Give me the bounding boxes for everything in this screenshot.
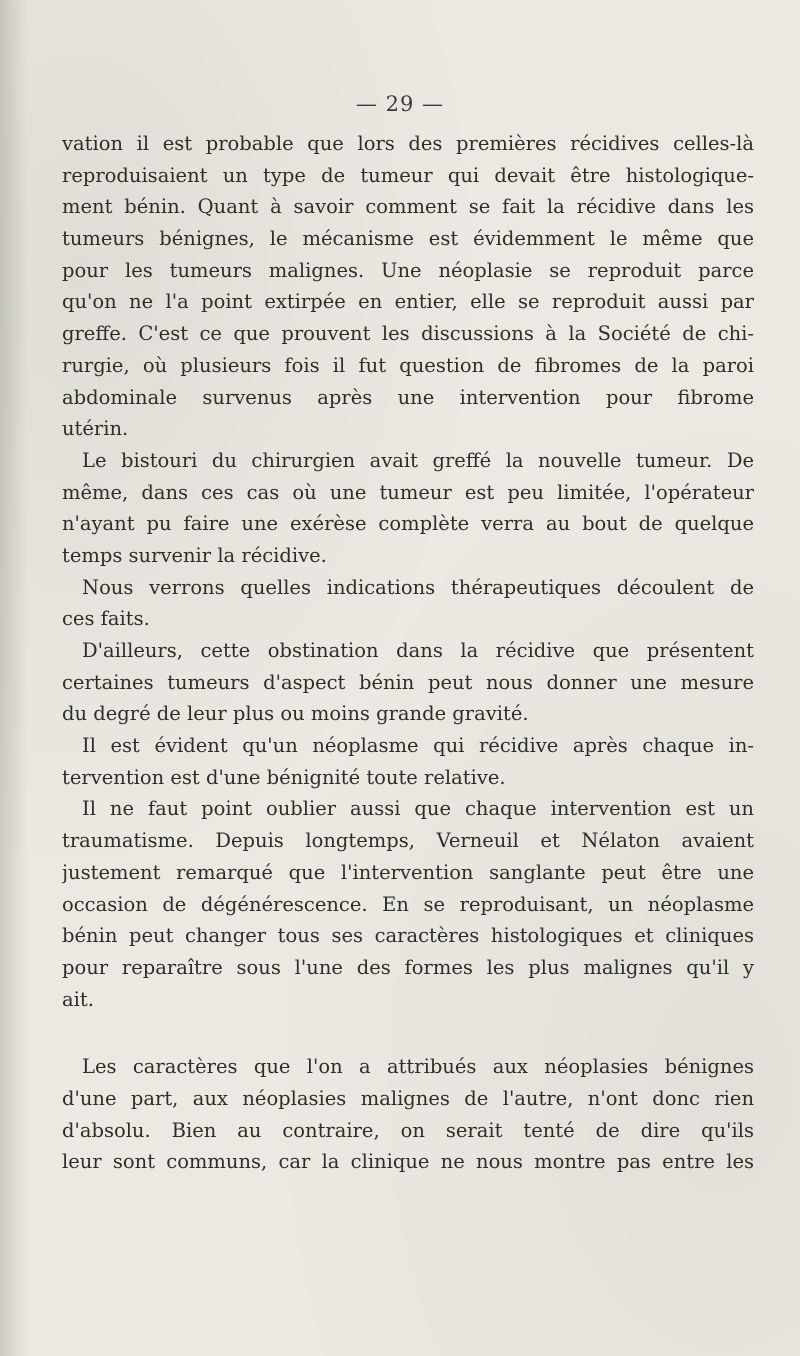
text-line: rurgie, où plusieurs fois il fut question de fibromes de la paroi xyxy=(62,353,754,377)
paragraph-spacer xyxy=(62,1015,754,1051)
text-line: temps survenir la récidive. xyxy=(62,543,327,567)
text-line: Nous verrons quelles indications thérapeutiques découlent de xyxy=(82,575,754,599)
paragraph xyxy=(62,635,754,730)
text-line: du degré de leur plus ou moins grande gravité. xyxy=(62,702,529,726)
paragraph xyxy=(62,730,754,793)
text-line: Le bistouri du chirurgien avait greffé la nouvelle tumeur. De xyxy=(82,448,754,472)
page-binding-shadow xyxy=(0,0,28,1356)
text-line: D'ailleurs, cette obstination dans la récidive que présentent xyxy=(82,639,754,662)
text-line: n'ayant pu faire une exérèse complète verra au bout de quelque xyxy=(62,512,754,536)
text-line: ait. xyxy=(62,987,94,1011)
page-number: — 29 — xyxy=(355,92,445,116)
text-line: d'une part, aux néoplasies malignes de l'autre, n'ont donc rien xyxy=(62,1086,754,1110)
text-line: même, dans ces cas où une tumeur est peu limitée, l'opérateur xyxy=(62,480,754,504)
text-line: abdominale survenus après une intervention pour fibrome xyxy=(62,385,754,409)
text-line: traumatisme. Depuis longtemps, Verneuil et Nélaton avaient xyxy=(62,829,754,853)
text-line: Il est évident qu'un néoplasme qui récidive après chaque in- xyxy=(82,734,754,758)
text-line: Il ne faut point oublier aussi que chaque intervention est un xyxy=(82,797,754,821)
paragraph xyxy=(62,1051,754,1178)
text-line: pour les tumeurs malignes. Une néoplasie se reproduit parce xyxy=(62,258,754,282)
text-line: d'absolu. Bien au contraire, on serait tenté de dire qu'ils xyxy=(62,1118,754,1142)
text-line: utérin. xyxy=(62,417,129,441)
text-line: certaines tumeurs d'aspect bénin peut nous donner une mesure xyxy=(62,670,754,694)
text-line: greffe. C'est ce que prouvent les discussions à la Société de chi- xyxy=(62,322,754,346)
paragraph xyxy=(62,445,754,572)
text-line: justement remarqué que l'intervention sanglante peut être une xyxy=(62,860,754,884)
text-line: tumeurs bénignes, le mécanisme est évidemment le même que xyxy=(62,227,754,251)
paragraph xyxy=(62,128,754,445)
text-line: qu'on ne l'a point extirpée en entier, elle se reproduit aussi par xyxy=(62,290,754,314)
text-line: ment bénin. Quant à savoir comment se fait la récidive dans les xyxy=(62,195,754,219)
text-line: ces faits. xyxy=(62,607,150,631)
text-line: tervention est d'une bénignité toute relative. xyxy=(62,765,506,789)
text-line: Les caractères que l'on a attribués aux néoplasies bénignes xyxy=(82,1055,754,1079)
text-line: vation il est probable que lors des premières récidives celles-là xyxy=(62,132,754,155)
text-line: reproduisaient un type de tumeur qui devait être histologique- xyxy=(62,163,754,187)
paragraph xyxy=(62,572,754,635)
text-line: pour reparaître sous l'une des formes les plus malignes qu'il y xyxy=(62,955,754,979)
text-line: occasion de dégénérescence. En se reproduisant, un néoplasme xyxy=(62,892,754,916)
text-line: leur sont communs, car la clinique ne nous montre pas entre les xyxy=(62,1150,754,1174)
text-line: bénin peut changer tous ses caractères histologiques et cliniques xyxy=(62,924,754,948)
paragraph xyxy=(62,793,754,1015)
body-text xyxy=(62,128,754,1178)
